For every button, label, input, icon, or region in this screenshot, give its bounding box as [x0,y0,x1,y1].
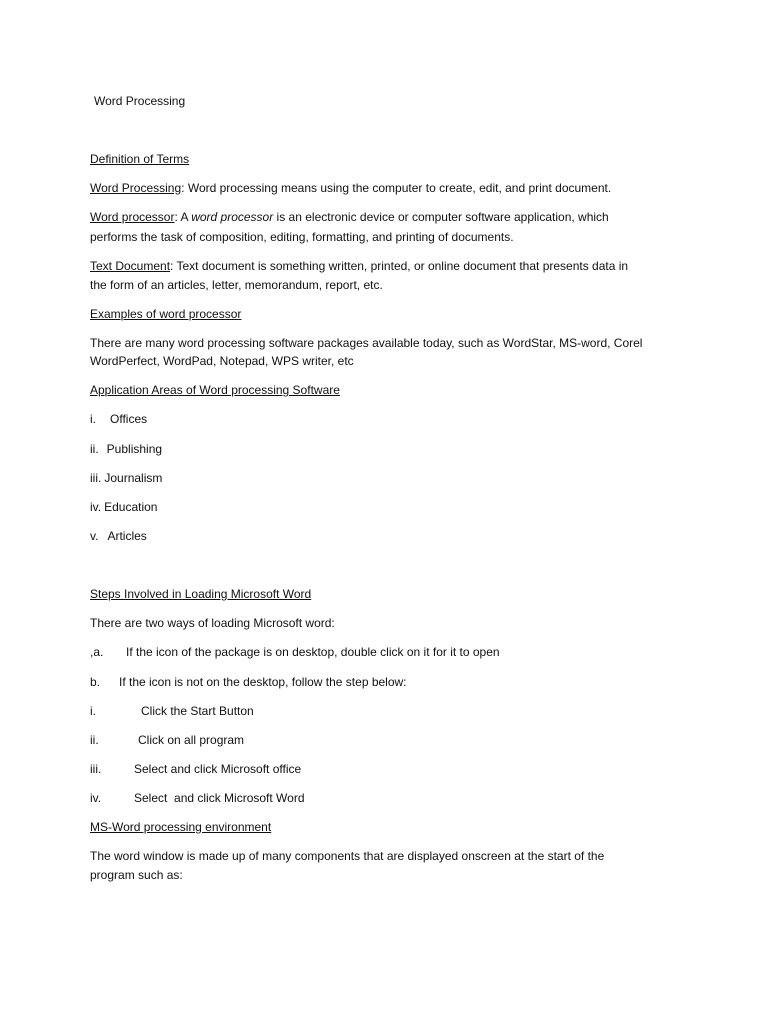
area-text: Journalism [104,471,163,485]
area-number: i. [90,412,96,426]
text-document-colon: : [170,259,174,273]
definition-heading: Definition of Terms [90,152,190,166]
area-text: Education [104,500,158,514]
word-processing-text: Word processing means using the computer to create, edit, and print document. [184,181,612,195]
substep-text: Select and click Microsoft Word [134,791,305,805]
word-processing-definition [90,179,611,198]
word-processor-a: A [177,210,192,224]
examples-heading: Examples of word processor [90,307,242,321]
substep-number: iii. [90,762,102,776]
word-processor-italic: word processor [191,210,274,224]
way-b-number: b. [90,675,101,689]
area-item [90,498,157,517]
area-number: iii. [90,471,102,485]
environment-line1: The word window is made up of many components that are displayed onscreen at the start of the [90,849,605,863]
word-processor-definition-line1 [90,208,609,227]
word-processing-colon: : [181,181,185,195]
area-item [90,527,147,546]
substep-text: Click the Start Button [141,704,254,718]
area-text: Offices [110,412,148,426]
loading-steps-intro: There are two ways of loading Microsoft word: [90,616,335,630]
area-text: Publishing [106,442,163,456]
text-document-definition-line1 [90,257,628,276]
area-item [90,410,147,429]
text-document-rest: Text document is something written, printed, or online document that presents data in [173,259,629,273]
way-a-text: If the icon of the package is on desktop, double click on it for it to open [126,645,500,659]
area-text: Articles [107,529,147,543]
way-a-number: ,a. [90,645,104,659]
substep-number: ii. [90,733,99,747]
word-processing-term: Word Processing [90,181,182,195]
word-processor-term: Word processor [90,210,175,224]
environment-line2: program such as: [90,868,183,882]
substep-number: iv. [90,791,102,805]
substep-text: Click on all program [138,733,245,747]
loading-steps-heading: Steps Involved in Loading Microsoft Word [90,587,312,601]
examples-line2: WordPerfect, WordPad, Notepad, WPS writer, etc [90,354,354,368]
text-document-term: Text Document [90,259,171,273]
area-number: ii. [90,442,99,456]
substep-text: Select and click Microsoft office [134,762,302,776]
word-processor-definition-line2: performs the task of composition, editing, formatting, and printing of documents. [90,230,514,244]
area-number: v. [90,529,99,543]
word-processor-colon: : [174,210,178,224]
word-processor-rest: is an electronic device or computer software application, which [273,210,609,224]
area-number: iv. [90,500,102,514]
area-item [90,440,162,459]
examples-line1: There are many word processing software packages available today, such as WordStar, MS-word, Corel [90,336,643,350]
way-b-text: If the icon is not on the desktop, follow the step below: [119,675,407,689]
application-areas-heading: Application Areas of Word processing Software [90,383,340,397]
environment-heading: MS-Word processing environment [90,820,272,834]
substep-number: i. [90,704,96,718]
document-title: Word Processing [94,94,186,108]
text-document-definition-line2: the form of an articles, letter, memorandum, report, etc. [90,278,383,292]
area-item [90,469,162,488]
